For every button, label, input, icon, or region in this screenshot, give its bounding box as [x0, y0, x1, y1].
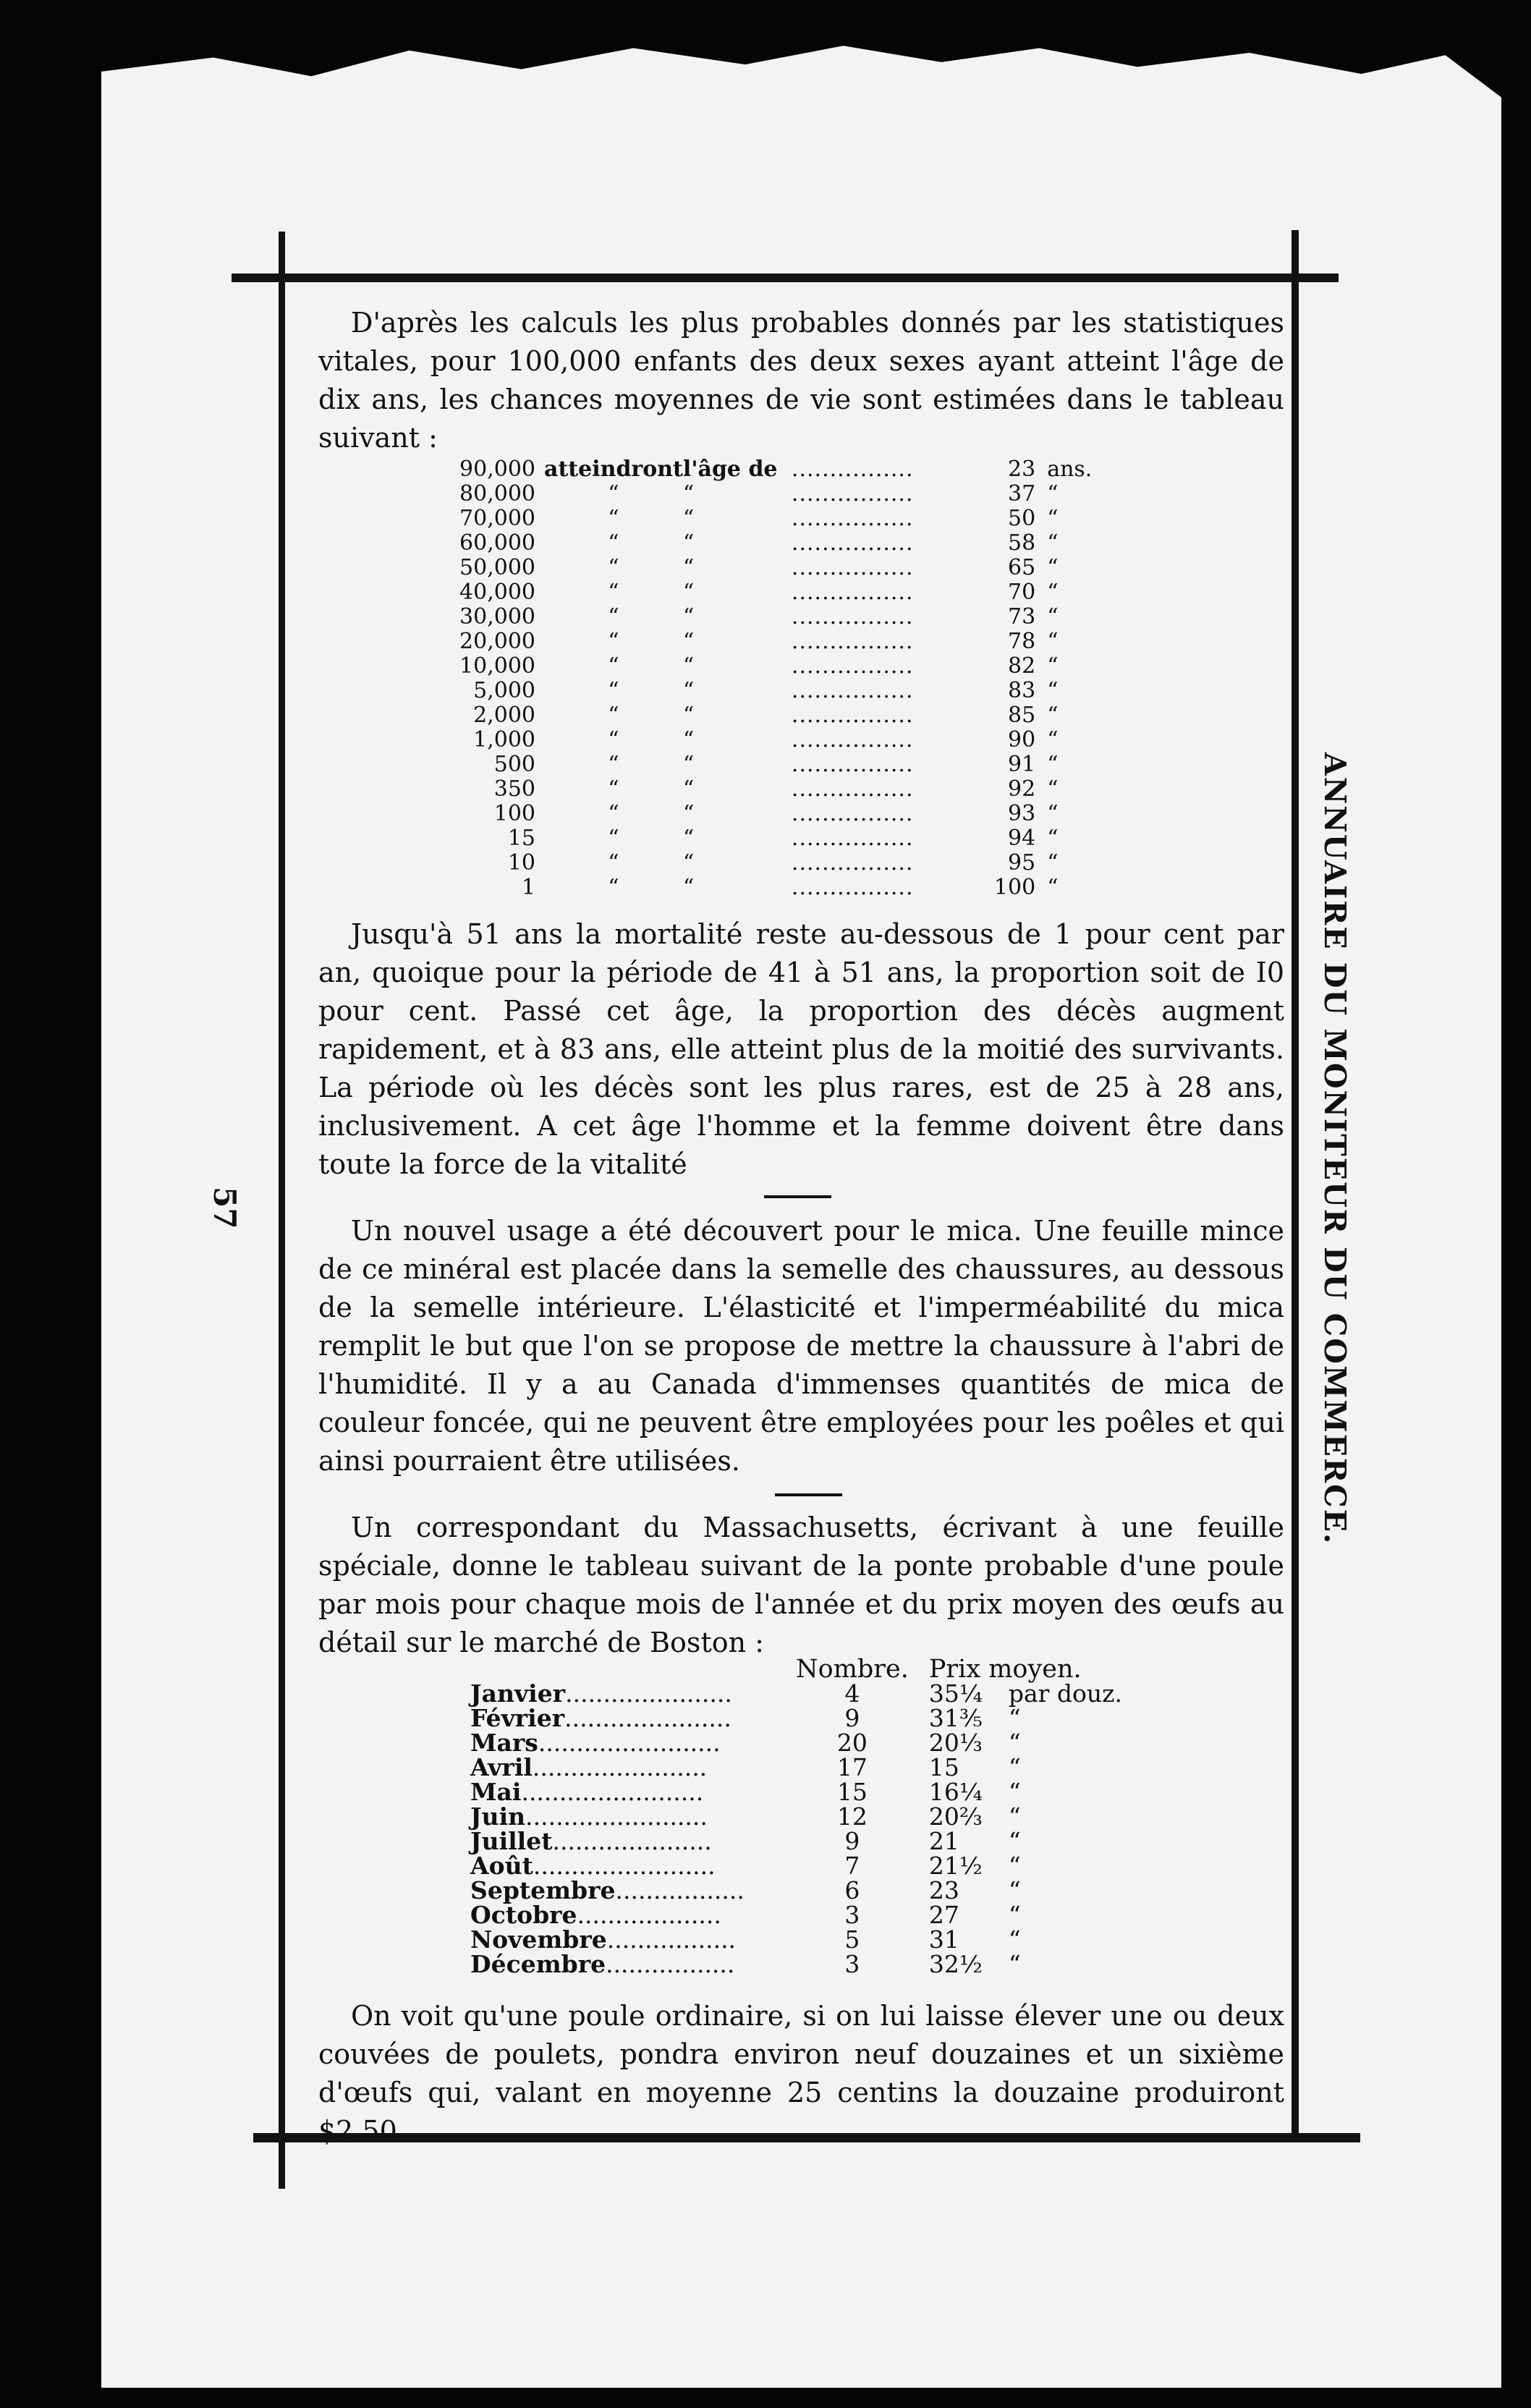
leader-dots: ................ — [791, 556, 914, 580]
egg-month-cell — [470, 1755, 796, 1780]
mortality-row — [434, 629, 1092, 654]
section-divider — [775, 1493, 842, 1496]
mortality-row — [434, 728, 1092, 752]
mortality-count: 30,000 — [459, 604, 535, 629]
egg-row — [470, 1878, 1124, 1903]
egg-price: 31⅗ — [928, 1704, 983, 1732]
section-divider — [764, 1195, 831, 1198]
mortality-years: 94 — [1008, 826, 1036, 851]
mortality-unit: ans. — [1047, 457, 1093, 482]
conclusion-paragraph — [318, 1997, 1284, 2150]
leader-dots: ................. — [606, 1950, 735, 1978]
mortality-age-label: “ — [682, 776, 695, 802]
mortality-age-label: “ — [682, 580, 695, 605]
mortality-row — [434, 654, 1092, 679]
mortality-years: 73 — [1008, 604, 1036, 629]
egg-price-unit: “ — [1008, 1925, 1021, 1954]
mortality-unit: “ — [1047, 850, 1059, 876]
egg-price-unit: “ — [1008, 1802, 1021, 1831]
egg-price-unit: “ — [1008, 1901, 1021, 1929]
leader-dots: ........................ — [538, 1729, 721, 1757]
mortality-count: 15 — [507, 826, 535, 851]
egg-price: 20⅔ — [928, 1802, 983, 1831]
mortality-unit: “ — [1047, 752, 1059, 777]
leader-dots: ................ — [791, 506, 914, 531]
mortality-years: 50 — [1008, 506, 1036, 531]
egg-month-cell — [470, 1829, 796, 1854]
egg-row — [470, 1805, 1124, 1829]
mortality-unit: “ — [1047, 653, 1059, 679]
egg-price-unit: “ — [1008, 1753, 1021, 1781]
leader-dots: ........................ — [533, 1852, 716, 1880]
egg-price: 20⅓ — [928, 1729, 983, 1757]
egg-row — [470, 1780, 1124, 1805]
mortality-unit: “ — [1047, 555, 1059, 580]
mortality-row — [434, 851, 1092, 876]
egg-month: Janvier — [470, 1679, 566, 1708]
egg-month-cell — [470, 1952, 796, 1977]
leader-dots: ................ — [791, 851, 914, 876]
mortality-table — [434, 457, 1092, 900]
mortality-unit: “ — [1047, 481, 1059, 506]
mortality-unit: “ — [1047, 506, 1059, 531]
leader-dots: ................ — [791, 876, 914, 900]
egg-row — [470, 1928, 1124, 1952]
mortality-row — [434, 826, 1092, 851]
mortality-row — [434, 580, 1092, 605]
poule-text: Un correspondant du Massachusetts, écrivant à une feuille spéciale, donne le tableau suivant de la ponte probable d'une poule par mois pour chaque mois de l'année et du prix moyen des œufs au détail sur le marché de Boston : — [318, 1512, 1284, 1658]
mortality-count: 10 — [507, 850, 535, 876]
mortality-age-label: “ — [682, 506, 695, 531]
leader-dots: ................ — [791, 482, 914, 506]
egg-header-blank — [470, 1657, 796, 1682]
egg-row — [470, 1952, 1124, 1977]
egg-month-cell — [470, 1780, 796, 1805]
mica-paragraph — [318, 1212, 1284, 1480]
egg-header-count: Nombre. — [796, 1655, 909, 1684]
mortality-row — [434, 531, 1092, 556]
egg-month: Septembre — [470, 1876, 616, 1904]
leader-dots: ................ — [791, 679, 914, 703]
leader-dots: ................ — [791, 629, 914, 654]
left-border-line — [279, 232, 285, 2189]
egg-row — [470, 1682, 1124, 1706]
mortality-verb: “ — [608, 604, 619, 629]
egg-count: 4 — [844, 1679, 860, 1708]
leader-dots: ........................ — [521, 1778, 704, 1806]
side-running-title: ANNUAIRE DU MONITEUR DU COMMERCE. — [1318, 752, 1352, 1546]
egg-month-cell — [470, 1802, 796, 1831]
mortality-row — [434, 777, 1092, 802]
egg-table-body — [470, 1679, 1124, 1978]
mortality-age-label: “ — [682, 604, 695, 629]
mortality-age-label: “ — [682, 678, 695, 703]
egg-month-cell — [470, 1854, 796, 1878]
mortality-unit: “ — [1047, 678, 1059, 703]
egg-count: 12 — [836, 1802, 868, 1831]
egg-row — [470, 1706, 1124, 1731]
poule-paragraph — [318, 1509, 1284, 1662]
mortality-age-label: “ — [682, 826, 695, 851]
mortality-count: 1,000 — [473, 727, 535, 752]
mortality-years: 78 — [1008, 629, 1036, 654]
page-number: 57 — [207, 1187, 242, 1229]
egg-price: 27 — [928, 1901, 959, 1929]
mortality-count: 20,000 — [459, 629, 535, 654]
leader-dots: ................. — [615, 1876, 745, 1904]
leader-dots: ................ — [791, 531, 914, 556]
mortality-unit: “ — [1047, 801, 1059, 826]
mortality-verb: “ — [608, 703, 619, 728]
mortality-count: 80,000 — [459, 481, 535, 506]
mortality-years: 58 — [1008, 530, 1036, 556]
egg-count: 9 — [844, 1827, 860, 1855]
leader-dots: ..................... — [552, 1827, 712, 1855]
conclusion-text: On voit qu'une poule ordinaire, si on lui laisse élever une ou deux couvées de poulets, pondra environ neuf douzaines et un sixième d'œufs qui, valant en moyenne 25 centins la douzaine produiront $2.50. — [318, 2000, 1284, 2147]
mortality-age-label: “ — [682, 801, 695, 826]
mortality-verb: “ — [608, 678, 619, 703]
mortality-age-label: “ — [682, 727, 695, 752]
mortality-count: 350 — [493, 776, 535, 802]
mortality-years: 90 — [1008, 727, 1036, 752]
egg-price: 35¼ — [928, 1679, 983, 1708]
mortality-years: 92 — [1008, 776, 1036, 802]
mica-text: Un nouvel usage a été découvert pour le mica. Une feuille mince de ce minéral est placée dans la semelle des chaussures, au dessous de la semelle intérieure. L'élasticité et l'imperméabilité du mica remplit le but que l'on se propose de mettre la chaussure à l'abri de l'humidité. Il y a au Canada d'immenses quantités de mica de couleur foncée, qui ne peuvent être employées pour les poêles et qui ainsi pourraient être utilisées. — [318, 1215, 1284, 1477]
egg-count: 17 — [836, 1753, 868, 1781]
leader-dots: ................ — [791, 580, 914, 605]
leader-dots: ................ — [791, 703, 914, 728]
mortality-years: 82 — [1008, 653, 1036, 679]
mortality-age-label: “ — [682, 530, 695, 556]
egg-price-unit: “ — [1008, 1704, 1021, 1732]
mortality-unit: “ — [1047, 875, 1059, 900]
top-rule — [232, 274, 1339, 282]
leader-dots: ................... — [577, 1901, 721, 1929]
leader-dots: ........................ — [525, 1802, 708, 1831]
mortality-row — [434, 605, 1092, 629]
egg-month: Décembre — [470, 1950, 606, 1978]
mortality-unit: “ — [1047, 604, 1059, 629]
mortality-age-label: “ — [682, 850, 695, 876]
egg-month-cell — [470, 1706, 796, 1731]
mortality-row — [434, 703, 1092, 728]
mortality-count: 10,000 — [459, 653, 535, 679]
mortality-count: 40,000 — [459, 580, 535, 605]
mortality-age-label: “ — [682, 752, 695, 777]
mortality-row — [434, 482, 1092, 506]
mortality-verb: “ — [608, 580, 619, 605]
intro-paragraph — [318, 304, 1284, 457]
mortality-unit: “ — [1047, 629, 1059, 654]
egg-price-unit: “ — [1008, 1950, 1021, 1978]
egg-price: 23 — [928, 1876, 959, 1904]
egg-month: Avril — [470, 1753, 533, 1781]
mortality-verb: “ — [608, 776, 619, 802]
leader-dots: ....................... — [532, 1753, 708, 1781]
mortality-years: 23 — [1008, 457, 1036, 482]
egg-count: 15 — [836, 1778, 868, 1806]
egg-price: 15 — [928, 1753, 959, 1781]
leader-dots: ................ — [791, 802, 914, 826]
leader-dots: ................ — [791, 752, 914, 777]
mortality-age-label: “ — [682, 703, 695, 728]
leader-dots: ................ — [791, 777, 914, 802]
egg-price-unit: “ — [1008, 1852, 1021, 1880]
mortality-count: 5,000 — [473, 678, 535, 703]
egg-month-cell — [470, 1878, 796, 1903]
egg-month: Novembre — [470, 1925, 607, 1954]
mortality-verb: atteindront — [544, 457, 683, 482]
mortality-count: 1 — [521, 875, 535, 900]
mortality-count: 90,000 — [459, 457, 535, 482]
egg-month-cell — [470, 1731, 796, 1755]
mortality-unit: “ — [1047, 776, 1059, 802]
mortality-unit: “ — [1047, 530, 1059, 556]
mortality-row — [434, 876, 1092, 900]
mortality-table-body — [434, 457, 1092, 900]
mortality-unit: “ — [1047, 826, 1059, 851]
mortality-text: Jusqu'à 51 ans la mortalité reste au-dessous de 1 pour cent par an, quoique pour la période de 41 à 51 ans, la proportion soit de I0 pour cent. Passé cet âge, la proportion des décès augment rapidement, et à 83 ans, elle atteint plus de la moitié des survivants. La période où les décès sont les plus rares, est de 25 à 28 ans, inclusivement. A cet âge l'homme et la femme doivent être dans toute la force de la vitalité — [318, 918, 1284, 1180]
mortality-paragraph — [318, 915, 1284, 1184]
mortality-years: 70 — [1008, 580, 1036, 605]
mortality-years: 95 — [1008, 850, 1036, 876]
egg-row — [470, 1854, 1124, 1878]
mortality-years: 100 — [993, 875, 1036, 900]
egg-count: 9 — [844, 1704, 860, 1732]
egg-price: 16¼ — [928, 1778, 983, 1806]
mortality-years: 65 — [1008, 555, 1036, 580]
mortality-years: 91 — [1008, 752, 1036, 777]
leader-dots: ...................... — [564, 1704, 731, 1732]
egg-table — [470, 1657, 1124, 1977]
mortality-count: 500 — [493, 752, 535, 777]
egg-table-header — [470, 1657, 1124, 1682]
egg-count: 5 — [844, 1925, 860, 1954]
mortality-years: 83 — [1008, 678, 1036, 703]
egg-month: Juillet — [470, 1827, 553, 1855]
mortality-verb: “ — [608, 555, 619, 580]
mortality-verb: “ — [608, 653, 619, 679]
mortality-row — [434, 457, 1092, 482]
egg-price-unit: “ — [1008, 1729, 1021, 1757]
mortality-age-label: “ — [682, 629, 695, 654]
mortality-verb: “ — [608, 752, 619, 777]
mortality-age-label: “ — [682, 481, 695, 506]
mortality-years: 37 — [1008, 481, 1036, 506]
right-border-line — [1292, 230, 1299, 2135]
intro-text: D'après les calculs les plus probables donnés par les statistiques vitales, pour 100,000 enfants des deux sexes ayant atteint l'âge de dix ans, les chances moyennes de vie sont estimées dans le tableau suivant : — [318, 307, 1284, 454]
mortality-years: 85 — [1008, 703, 1036, 728]
egg-count: 3 — [844, 1901, 860, 1929]
egg-month-cell — [470, 1903, 796, 1928]
mortality-row — [434, 802, 1092, 826]
leader-dots: ................ — [791, 605, 914, 629]
mortality-verb: “ — [608, 850, 619, 876]
egg-month: Février — [470, 1704, 565, 1732]
egg-row — [470, 1829, 1124, 1854]
mortality-years: 93 — [1008, 801, 1036, 826]
mortality-row — [434, 752, 1092, 777]
egg-month: Août — [470, 1852, 533, 1880]
egg-month: Octobre — [470, 1901, 577, 1929]
egg-month-cell — [470, 1925, 796, 1954]
mortality-age-label: “ — [682, 875, 695, 900]
egg-price-unit: par douz. — [1008, 1679, 1123, 1708]
mortality-count: 100 — [493, 801, 535, 826]
egg-price: 32½ — [928, 1950, 983, 1978]
leader-dots: ...................... — [565, 1679, 732, 1708]
mortality-row — [434, 506, 1092, 531]
egg-count: 3 — [844, 1950, 860, 1978]
egg-price-unit: “ — [1008, 1876, 1021, 1904]
mortality-verb: “ — [608, 506, 619, 531]
mortality-verb: “ — [608, 801, 619, 826]
egg-month: Mai — [470, 1778, 522, 1806]
mortality-verb: “ — [608, 727, 619, 752]
mortality-age-label: l'âge de — [682, 457, 778, 482]
mortality-verb: “ — [608, 530, 619, 556]
egg-month: Juin — [470, 1802, 526, 1831]
egg-count: 6 — [844, 1876, 860, 1904]
leader-dots: ................ — [791, 728, 914, 752]
egg-month: Mars — [470, 1729, 538, 1757]
egg-count: 20 — [836, 1729, 868, 1757]
mortality-verb: “ — [608, 629, 619, 654]
egg-price: 21½ — [928, 1852, 983, 1880]
mortality-row — [434, 679, 1092, 703]
mortality-count: 2,000 — [473, 703, 535, 728]
egg-row — [470, 1731, 1124, 1755]
mortality-verb: “ — [608, 826, 619, 851]
leader-dots: ................ — [791, 654, 914, 679]
egg-month-cell — [470, 1679, 796, 1708]
mortality-count: 70,000 — [459, 506, 535, 531]
leader-dots: ................ — [791, 457, 914, 482]
egg-row — [470, 1903, 1124, 1928]
mortality-unit: “ — [1047, 703, 1059, 728]
egg-price: 21 — [928, 1827, 959, 1855]
leader-dots: ................. — [606, 1925, 737, 1954]
mortality-unit: “ — [1047, 727, 1059, 752]
mortality-verb: “ — [608, 875, 619, 900]
egg-header-price: Prix moyen. — [928, 1655, 1082, 1684]
mortality-count: 50,000 — [459, 555, 535, 580]
egg-count: 7 — [844, 1852, 860, 1880]
mortality-verb: “ — [608, 481, 619, 506]
egg-row — [470, 1755, 1124, 1780]
mortality-count: 60,000 — [459, 530, 535, 556]
mortality-unit: “ — [1047, 580, 1059, 605]
mortality-age-label: “ — [682, 653, 695, 679]
mortality-age-label: “ — [682, 555, 695, 580]
egg-price: 31 — [928, 1925, 959, 1954]
egg-price-unit: “ — [1008, 1778, 1021, 1806]
egg-price-unit: “ — [1008, 1827, 1021, 1855]
leader-dots: ................ — [791, 826, 914, 851]
mortality-row — [434, 556, 1092, 580]
